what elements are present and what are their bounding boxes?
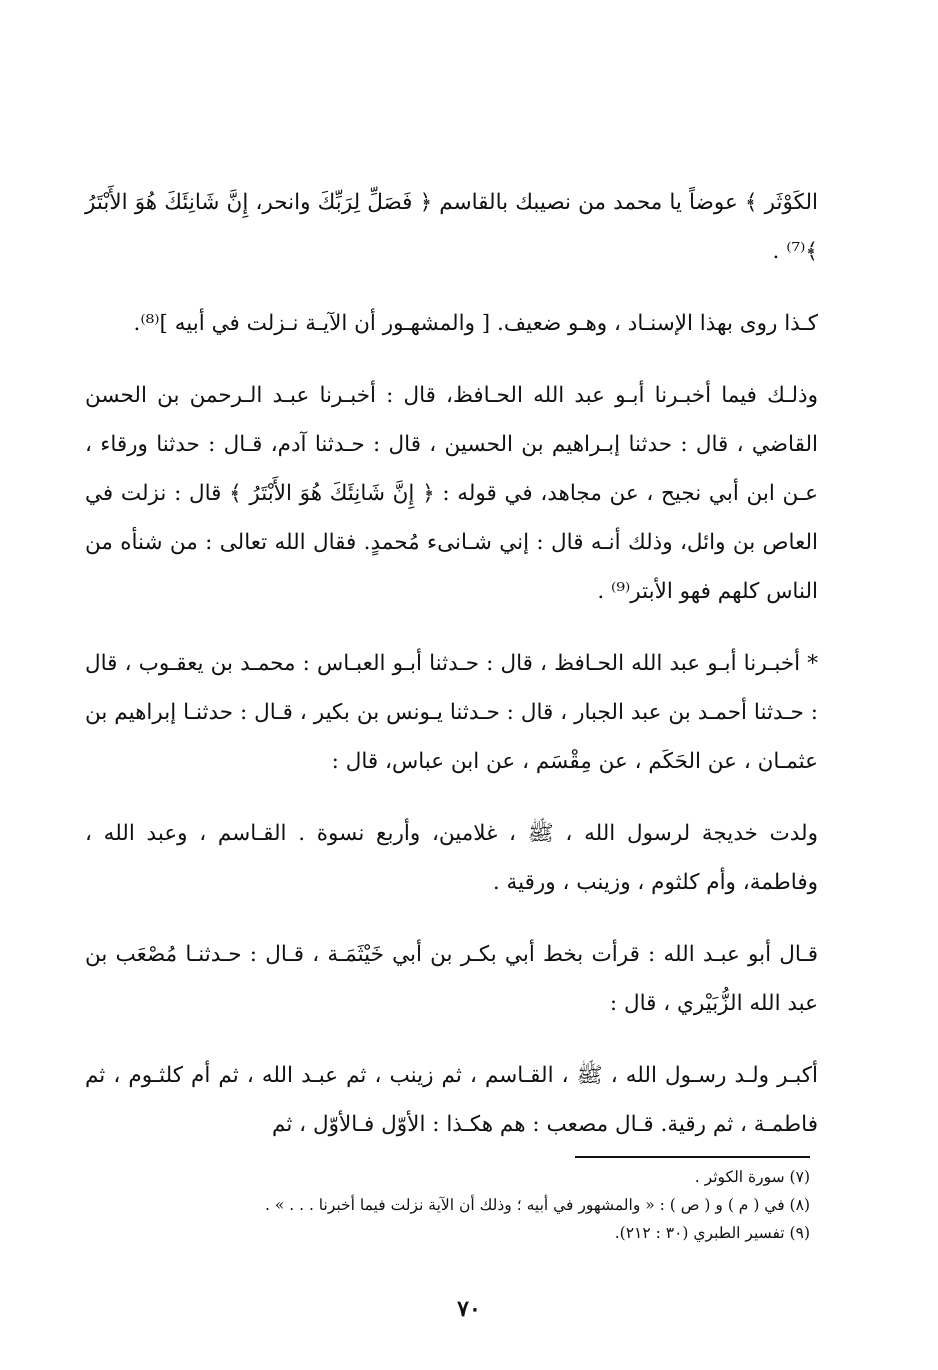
- paragraph: كـذا روى بهذا الإسنـاد ، وهـو ضعيف. [ والمشهـور أن الآيـة نـزلت في أبيه ]⁽⁸⁾.: [133, 311, 818, 336]
- footnote: (٧) سورة الكوثر .: [694, 1168, 810, 1186]
- paragraph: ولدت خديجة لرسول الله ، ﷺ ، غلامين، وأربع نسوة . القـاسم ، وعبد الله ، وفاطمة، وأم كلثوم ، وزينب ، ورقية .: [85, 821, 818, 895]
- footnote: (٨) في ( م ) و ( ص ) : « والمشهور في أبيه ؛ وذلك أن الآية نزلت فيما أخبرنا . . . » .: [264, 1196, 810, 1214]
- paragraph: الكَوْثَر ﴾ عوضاً يا محمد من نصيبك بالقاسم ﴿ فَصَلِّ لِرَبِّكَ وانحر، إِنَّ شَانِئَكَ هُوَ الأَبْتَرُ ﴾⁽⁷⁾ .: [85, 190, 818, 264]
- page-number: ٧٠: [457, 1296, 481, 1322]
- paragraph: أكبـر ولـد رسـول الله ، ﷺ ، القـاسم ، ثم زينب ، ثم عبـد الله ، ثم أم كلثـوم ، ثم فاطمـة ، ثم رقية. قـال مصعب : هم هكـذا : الأوّل فـالأوّل ، ثم: [85, 1063, 818, 1137]
- paragraph: * أخبـرنا أبـو عبد الله الحـافظ ، قال : حـدثنا أبـو العبـاس : محمـد بن يعقـوب ، قال : حـدثنا أحمـد بن عبد الجبار ، قال : حـدثنا يـونس بن بكير ، قـال : حدثنـا إبراهيم بن عثمـان ، عن الحَكَم ، عن مِقْسَم ، عن ابن عباس، قال :: [85, 651, 818, 774]
- footnotes: [70, 1163, 810, 1247]
- paragraph: قـال أبو عبـد الله : قرأت بخط أبي بكـر بن أبي خَيْثَمَـة ، قـال : حـدثنـا مُصْعَب بن عبد الله الزُّبَيْري ، قال :: [85, 942, 818, 1016]
- footnote: (٩) تفسير الطبري (٣٠ : ٢١٢).: [614, 1224, 810, 1242]
- paragraph: وذلـك فيما أخبـرنا أبـو عبد الله الحـافظ، قال : أخبـرنا عبـد الـرحمن بن الحسن القاضي ، قال : حدثنا إبـراهيم بن الحسين ، قال : حـدثنا آدم، قـال : حدثنا ورقاء ، عـن ابن أبي نجيح ، عن مجاهد، في قوله : ﴿ إِنَّ شَانِئَكَ هُوَ الأَبْتَرُ ﴾ قال : نزلت في العاص بن وائل، وذلك أنـه قال : إني شـانىء مُحمدٍ. فقال الله تعالى : من شنأه من الناس كلهم فهو الأبتر⁽⁹⁾ .: [85, 383, 818, 604]
- footnote-divider: [575, 1156, 810, 1158]
- main-text: [85, 178, 818, 1149]
